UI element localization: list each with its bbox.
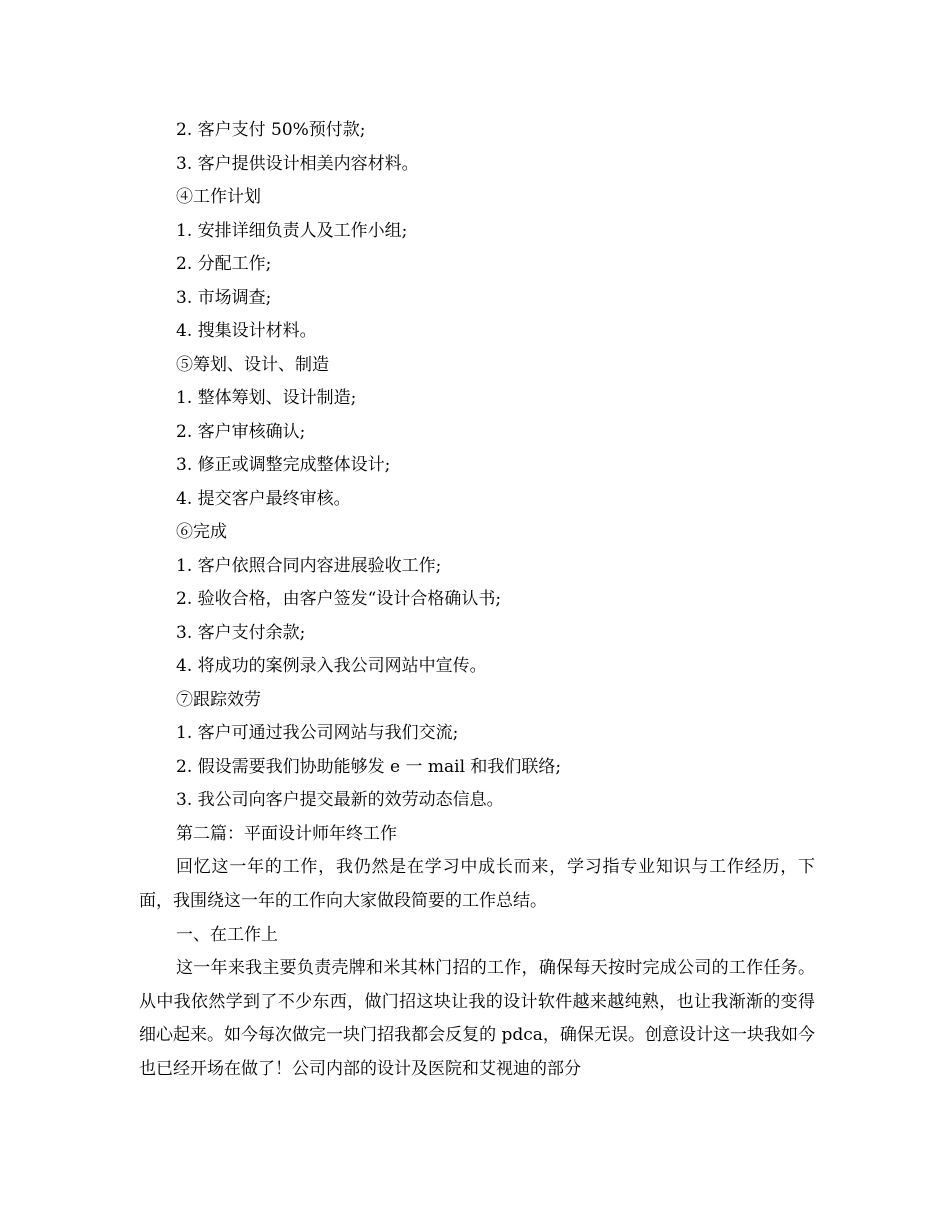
list-item: 1. 客户依照合同内容进展验收工作;: [176, 556, 442, 576]
list-item: 3. 客户支付余款;: [176, 623, 306, 643]
chapter-heading: 第二篇：平面设计师年终工作: [176, 824, 397, 844]
section-heading: ⑤筹划、设计、制造: [176, 355, 329, 375]
list-item: 2. 客户审核确认;: [176, 422, 306, 442]
list-item: 2. 客户支付 50%预付款;: [176, 120, 366, 140]
list-item: 1. 安排详细负责人及工作小组;: [176, 221, 408, 241]
list-item: 3. 客户提供设计相美内容材料。: [176, 154, 419, 174]
section-heading: 一、在工作上: [176, 925, 278, 945]
paragraph-intro: 回忆这一年的工作，我仍然是在学习中成长而来，学习指专业知识与工作经历，下面，我围绕这一年的工作向大家做段简要的工作总结。: [139, 857, 815, 911]
paragraph-work: 这一年来我主要负责壳牌和米其林门招的工作，确保每天按时完成公司的工作任务。从中我依然学到了不少东西，做门招这块让我的设计软件越来越纯熟，也让我渐渐的变得细心起来。如今每次做完一块门招我都会反复的 pdca，确保无误。创意设计这一块我如今也已经开场在做了！公司内部的设计及医院和艾视迪的部分: [139, 958, 815, 1079]
list-item: 4. 搜集设计材料。: [176, 321, 317, 341]
list-item: 4. 将成功的案例录入我公司网站中宣传。: [176, 656, 487, 676]
list-item: 3. 市场调查;: [176, 288, 272, 308]
list-item: 1. 客户可通过我公司网站与我们交流;: [176, 723, 459, 743]
section-heading: ⑦跟踪效劳: [176, 690, 261, 710]
list-item: 2. 验收合格，由客户签发“设计合格确认书;: [176, 589, 502, 609]
list-item: 2. 分配工作;: [176, 254, 272, 274]
section-heading: ⑥完成: [176, 522, 227, 542]
list-item: 3. 修正或调整完成整体设计;: [176, 455, 391, 475]
list-item: 3. 我公司向客户提交最新的效劳动态信息。: [176, 790, 504, 810]
section-heading: ④工作计划: [176, 187, 261, 207]
list-item: 2. 假设需要我们协助能够发 e 一 mail 和我们联络;: [176, 757, 562, 777]
list-item: 4. 提交客户最终审核。: [176, 489, 351, 509]
list-item: 1. 整体筹划、设计制造;: [176, 388, 357, 408]
